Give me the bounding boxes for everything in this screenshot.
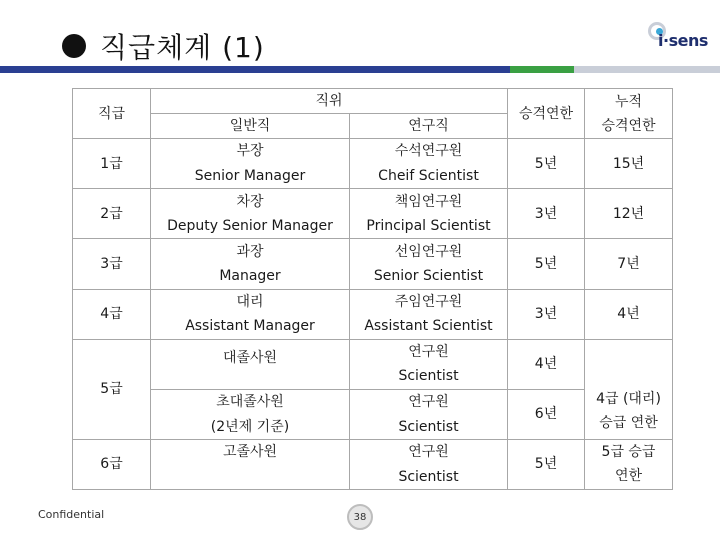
page-number: 38 bbox=[347, 504, 373, 530]
cumulative-cell: 15년 bbox=[585, 139, 673, 189]
research-title-ko: 수석연구원 bbox=[394, 143, 463, 160]
table-row bbox=[73, 339, 673, 389]
cumulative-note: 5급 승급 연한 bbox=[601, 444, 656, 485]
research-cell bbox=[350, 389, 508, 439]
grade-cell: 3급 bbox=[73, 239, 151, 289]
research-title-ko: 주임연구원 bbox=[394, 293, 463, 310]
grade-cell: 4급 bbox=[73, 289, 151, 339]
research-title-en: Scientist bbox=[398, 368, 459, 385]
general-title-ko: 과장 bbox=[236, 243, 264, 260]
years-cell: 3년 bbox=[508, 289, 585, 339]
research-title-en: Cheif Scientist bbox=[378, 167, 479, 184]
grade-table bbox=[72, 88, 673, 490]
grade-cell: 1급 bbox=[73, 139, 151, 189]
grade-cell: 5급 bbox=[73, 339, 151, 439]
cumulative-cell bbox=[585, 339, 673, 439]
general-title-ko: 대리 bbox=[236, 293, 264, 310]
general-title-en: Assistant Manager bbox=[185, 318, 315, 335]
band-blue bbox=[0, 66, 510, 73]
table-row bbox=[73, 389, 673, 439]
table-row bbox=[73, 439, 673, 489]
general-cell bbox=[151, 439, 350, 489]
general-title-ko: 대졸사원 bbox=[222, 349, 278, 366]
header-general: 일반직 bbox=[151, 114, 350, 139]
band-gray bbox=[574, 66, 720, 73]
general-title-ko: 부장 bbox=[236, 143, 264, 160]
general-cell bbox=[151, 339, 350, 389]
cumulative-cell bbox=[585, 439, 673, 489]
general-title-ko: 초대졸사원 bbox=[216, 394, 284, 411]
general-title-ko: 차장 bbox=[236, 193, 264, 210]
research-title-en: Scientist bbox=[398, 418, 459, 435]
table-row bbox=[73, 139, 673, 189]
general-cell bbox=[151, 239, 350, 289]
years-cell: 6년 bbox=[508, 389, 585, 439]
cumulative-cell: 12년 bbox=[585, 189, 673, 239]
general-title-en: Senior Manager bbox=[194, 167, 306, 184]
general-title-en: (2년제 기준) bbox=[210, 418, 290, 435]
bullet-icon bbox=[62, 34, 86, 58]
table-row bbox=[73, 239, 673, 289]
general-cell bbox=[151, 139, 350, 189]
cumulative-cell: 7년 bbox=[585, 239, 673, 289]
research-title-ko: 책임연구원 bbox=[394, 193, 463, 210]
research-cell bbox=[350, 139, 508, 189]
header-grade: 직급 bbox=[73, 89, 151, 139]
research-title-en: Scientist bbox=[398, 468, 459, 485]
header-research: 연구직 bbox=[350, 114, 508, 139]
general-title-ko: 고졸사원 bbox=[222, 443, 278, 460]
research-cell bbox=[350, 189, 508, 239]
grade-cell: 6급 bbox=[73, 439, 151, 489]
cumulative-note: 4급 (대리) 승급 연한 bbox=[596, 390, 661, 431]
table-row bbox=[73, 189, 673, 239]
research-title-en: Principal Scientist bbox=[366, 218, 491, 235]
research-title-en: Assistant Scientist bbox=[364, 318, 493, 335]
band-green bbox=[510, 66, 574, 73]
years-cell: 5년 bbox=[508, 139, 585, 189]
research-title-ko: 연구원 bbox=[408, 394, 449, 411]
header-color-band bbox=[0, 66, 720, 73]
years-cell: 4년 bbox=[508, 339, 585, 389]
general-cell bbox=[151, 189, 350, 239]
logo-text: i·sens bbox=[658, 31, 708, 50]
cumulative-cell: 4년 bbox=[585, 289, 673, 339]
general-cell bbox=[151, 389, 350, 439]
header-cumulative-line: 누적 승격연한 bbox=[601, 93, 656, 134]
years-cell: 5년 bbox=[508, 439, 585, 489]
research-cell bbox=[350, 339, 508, 389]
research-cell bbox=[350, 289, 508, 339]
research-title-ko: 선임연구원 bbox=[394, 243, 463, 260]
header-position: 직위 bbox=[151, 89, 508, 114]
slide-title-area bbox=[62, 26, 265, 66]
years-cell: 3년 bbox=[508, 189, 585, 239]
research-cell bbox=[350, 239, 508, 289]
research-title-en: Senior Scientist bbox=[373, 268, 484, 285]
general-title-en: Deputy Senior Manager bbox=[167, 218, 333, 235]
header-cumulative-years bbox=[585, 89, 673, 139]
general-cell bbox=[151, 289, 350, 339]
research-cell bbox=[350, 439, 508, 489]
years-cell: 5년 bbox=[508, 239, 585, 289]
table-row bbox=[73, 289, 673, 339]
research-title-ko: 연구원 bbox=[408, 343, 449, 360]
header-promotion-years: 승격연한 bbox=[508, 89, 585, 139]
company-logo bbox=[644, 16, 714, 56]
general-title-en: Manager bbox=[219, 268, 281, 285]
research-title-ko: 연구원 bbox=[408, 444, 449, 461]
slide-title: 직급체계 (1) bbox=[100, 31, 265, 64]
confidential-label: Confidential bbox=[38, 508, 105, 521]
grade-cell: 2급 bbox=[73, 189, 151, 239]
